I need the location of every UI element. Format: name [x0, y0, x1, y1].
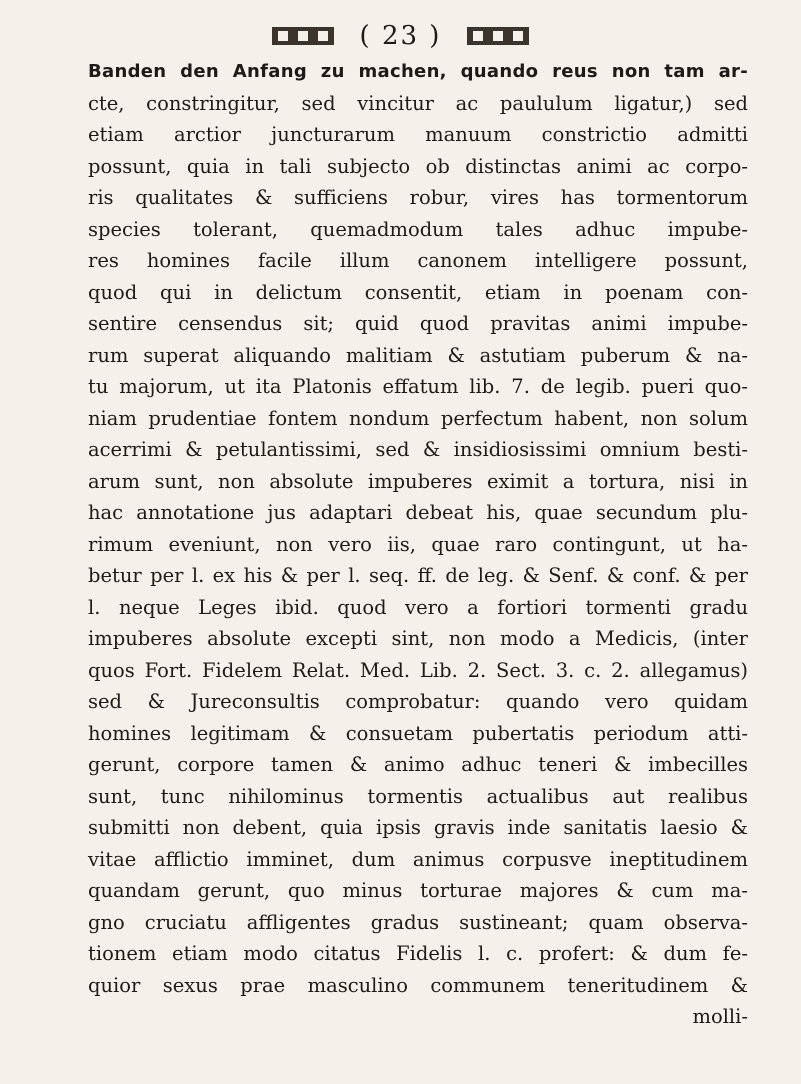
text-line: hac annotatione jus adaptari debeat his, quae secundum plu- — [88, 501, 748, 524]
text-line: Banden den Anfang zu machen, quando reus non tam ar- — [88, 61, 748, 82]
text-line: quior sexus prae masculino communem teneritudinem & — [88, 973, 748, 997]
left-ornament-icon — [268, 23, 338, 49]
text-line: vitae afflictio imminet, dum animus corpusve ineptitudinem — [88, 847, 748, 871]
text-line: ris qualitates & sufficiens robur, vires has tormentorum — [88, 186, 748, 209]
text-line: tionem etiam modo citatus Fidelis l. c. profert: & dum fe- — [88, 942, 748, 965]
text-line: l. neque Leges ibid. quod vero a fortiori tormenti gradu — [88, 595, 748, 619]
text-line: niam prudentiae fontem nondum perfectum habent, non solum — [88, 406, 748, 430]
text-line: tu majorum, ut ita Platonis effatum lib. 7. de legib. pueri quo- — [88, 375, 748, 398]
text-line: arum sunt, non absolute impuberes eximit a tortura, nisi in — [88, 469, 748, 493]
text-line: submitti non debent, quia ipsis gravis inde sanitatis laesio & — [88, 816, 748, 839]
text-line: etiam arctior juncturarum manuum constrictio admitti — [88, 123, 748, 146]
page-header — [0, 16, 801, 56]
text-line: betur per l. ex his & per l. seq. ff. de leg. & Senf. & conf. & per — [88, 564, 748, 587]
text-line: homines legitimam & consuetam pubertatis periodum atti- — [88, 721, 748, 745]
text-line: sentire censendus sit; quid quod pravitas animi impube- — [88, 312, 748, 335]
catchword: molli- — [692, 1005, 748, 1028]
text-line: quod qui in delictum consentit, etiam in poenam con- — [88, 280, 748, 304]
text-line: res homines facile illum canonem intelligere possunt, — [88, 249, 748, 272]
text-line: quandam gerunt, quo minus torturae majores & cum ma- — [88, 879, 748, 902]
text-line: impuberes absolute excepti sint, non modo a Medicis, (inter — [88, 627, 748, 650]
text-line: rum superat aliquando malitiam & astutiam puberum & na- — [88, 343, 748, 367]
text-line: gno cruciatu affligentes gradus sustineant; quam observa- — [88, 910, 748, 934]
text-line: sed & Jureconsultis comprobatur: quando vero quidam — [88, 690, 748, 713]
page-number: ( 23 ) — [359, 21, 442, 51]
text-line: possunt, quia in tali subjecto ob distinctas animi ac corpo- — [88, 154, 748, 178]
text-line: quos Fort. Fidelem Relat. Med. Lib. 2. Sect. 3. c. 2. allegamus) — [88, 658, 748, 682]
text-line: species tolerant, quemadmodum tales adhuc impube- — [88, 217, 748, 241]
text-line: cte, constringitur, sed vincitur ac paululum ligatur,) sed — [88, 91, 748, 115]
text-line: gerunt, corpore tamen & animo adhuc teneri & imbecilles — [88, 753, 748, 776]
right-ornament-icon — [463, 23, 533, 49]
text-line: sunt, tunc nihilominus tormentis actualibus aut realibus — [88, 784, 748, 808]
text-line: rimum eveniunt, non vero iis, quae raro contingunt, ut ha- — [88, 532, 748, 556]
text-line: acerrimi & petulantissimi, sed & insidiosissimi omnium besti- — [88, 438, 748, 461]
body-text — [88, 56, 748, 1033]
